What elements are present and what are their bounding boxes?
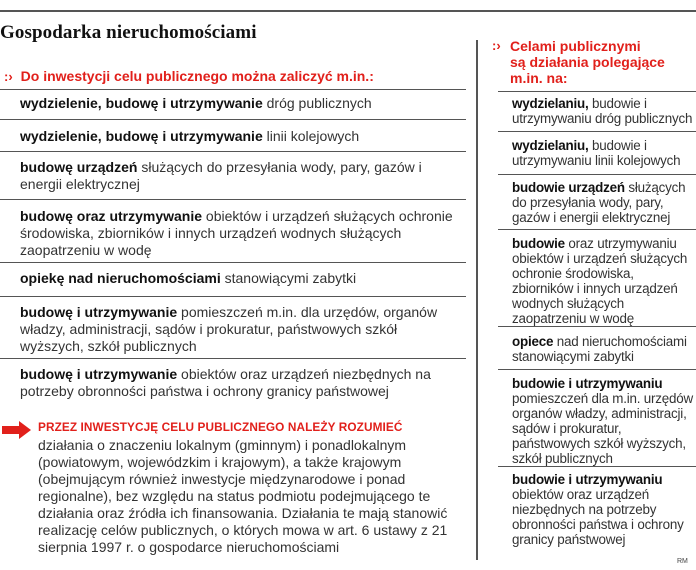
divider xyxy=(498,229,696,230)
divider xyxy=(0,296,466,297)
list-item: opiekę nad nieruchomościami stanowiącymi zabytki xyxy=(20,270,357,286)
divider xyxy=(0,119,466,120)
list-item: wydzielenie, budowę i utrzymywanie linii kolejowych xyxy=(20,128,360,144)
divider xyxy=(0,199,466,200)
divider xyxy=(498,174,696,175)
divider xyxy=(498,466,696,467)
divider xyxy=(0,358,466,359)
list-item: wydzielaniu, budowie i utrzymywaniu linii kolejowych xyxy=(512,138,681,168)
top-rule xyxy=(0,10,696,12)
list-item: budowę urządzeń służących do przesyłania wody, pary, gazów i energii elektrycznej xyxy=(20,159,422,192)
divider xyxy=(0,262,466,263)
divider xyxy=(0,151,466,152)
list-item: wydzielenie, budowę i utrzymywanie dróg publicznych xyxy=(20,95,372,111)
divider xyxy=(498,91,696,92)
left-section-heading xyxy=(4,68,374,84)
list-item: budowę oraz utrzymywanie obiektów i urządzeń służących ochronie środowiska, zbiorników i innych urządzeń wodnych służących zaopatrzeniu w wodę xyxy=(20,208,453,258)
list-item: budowę i utrzymywanie pomieszczeń m.in. dla urzędów, organów władzy, administracji, sądów i prokuratur, państwowych szkół wyższych, szkół publicznych xyxy=(20,304,438,354)
credit-initials: RM xyxy=(677,558,688,565)
bullet-marker-icon: :› xyxy=(4,69,13,84)
bullet-marker-icon: :› xyxy=(492,38,501,53)
left-heading-text: Do inwestycji celu publicznego można zaliczyć m.in.: xyxy=(20,68,374,84)
list-item: wydzielaniu, budowie i utrzymywaniu dróg publicznych xyxy=(512,96,693,126)
list-item: budowie i utrzymywaniu obiektów oraz urządzeń niezbędnych na potrzeby obronności państwa i ochrony granicy państwowej xyxy=(512,472,684,547)
column-divider xyxy=(476,40,478,560)
arrow-right-icon xyxy=(2,420,32,440)
list-item: budowę i utrzymywanie obiektów oraz urządzeń niezbędnych na potrzeby obronności państwa i ochrony granicy państwowej xyxy=(20,366,431,399)
divider xyxy=(498,369,696,370)
page-title: Gospodarka nieruchomościami xyxy=(0,22,257,43)
list-item: opiece nad nieruchomościami stanowiącymi zabytki xyxy=(512,334,687,364)
list-item: budowie oraz utrzymywaniu obiektów i urządzeń służących ochronie środowiska, zbiorników i innych urządzeń wodnych służących zaopatrzeniu w wodę xyxy=(512,236,688,326)
right-section-heading: :› Celami publicznymi są działania polegające m.in. na: xyxy=(492,38,665,86)
note-heading: PRZEZ INWESTYCJĘ CELU PUBLICZNEGO NALEŻY ROZUMIEĆ xyxy=(38,420,403,434)
list-item: budowie urządzeń służących do przesyłania wody, pary, gazów i energii elektrycznej xyxy=(512,180,686,225)
list-item: budowie i utrzymywaniu pomieszczeń dla m.in. urzędów organów władzy, administracji, sądów i prokuratur, państwowych szkół wyższych, szkół publicznych xyxy=(512,376,694,466)
note-text: działania o znaczeniu lokalnym (gminnym) i ponadlokalnym (powiatowym, wojewódzkim i krajowym), a także krajowym (obejmującym również inwestycje międzynarodowe i ponad regionalne), bez względu na status podmiotu podejmującego te działania oraz źródła ich finansowania. Działania te mają stanowić realizację celów publicznych, o których mowa w art. 6 ustawy z 21 sierpnia 1997 r. o gospodarce nieruchomościami xyxy=(38,437,448,555)
divider xyxy=(0,89,466,90)
divider xyxy=(498,326,696,327)
divider xyxy=(498,131,696,132)
